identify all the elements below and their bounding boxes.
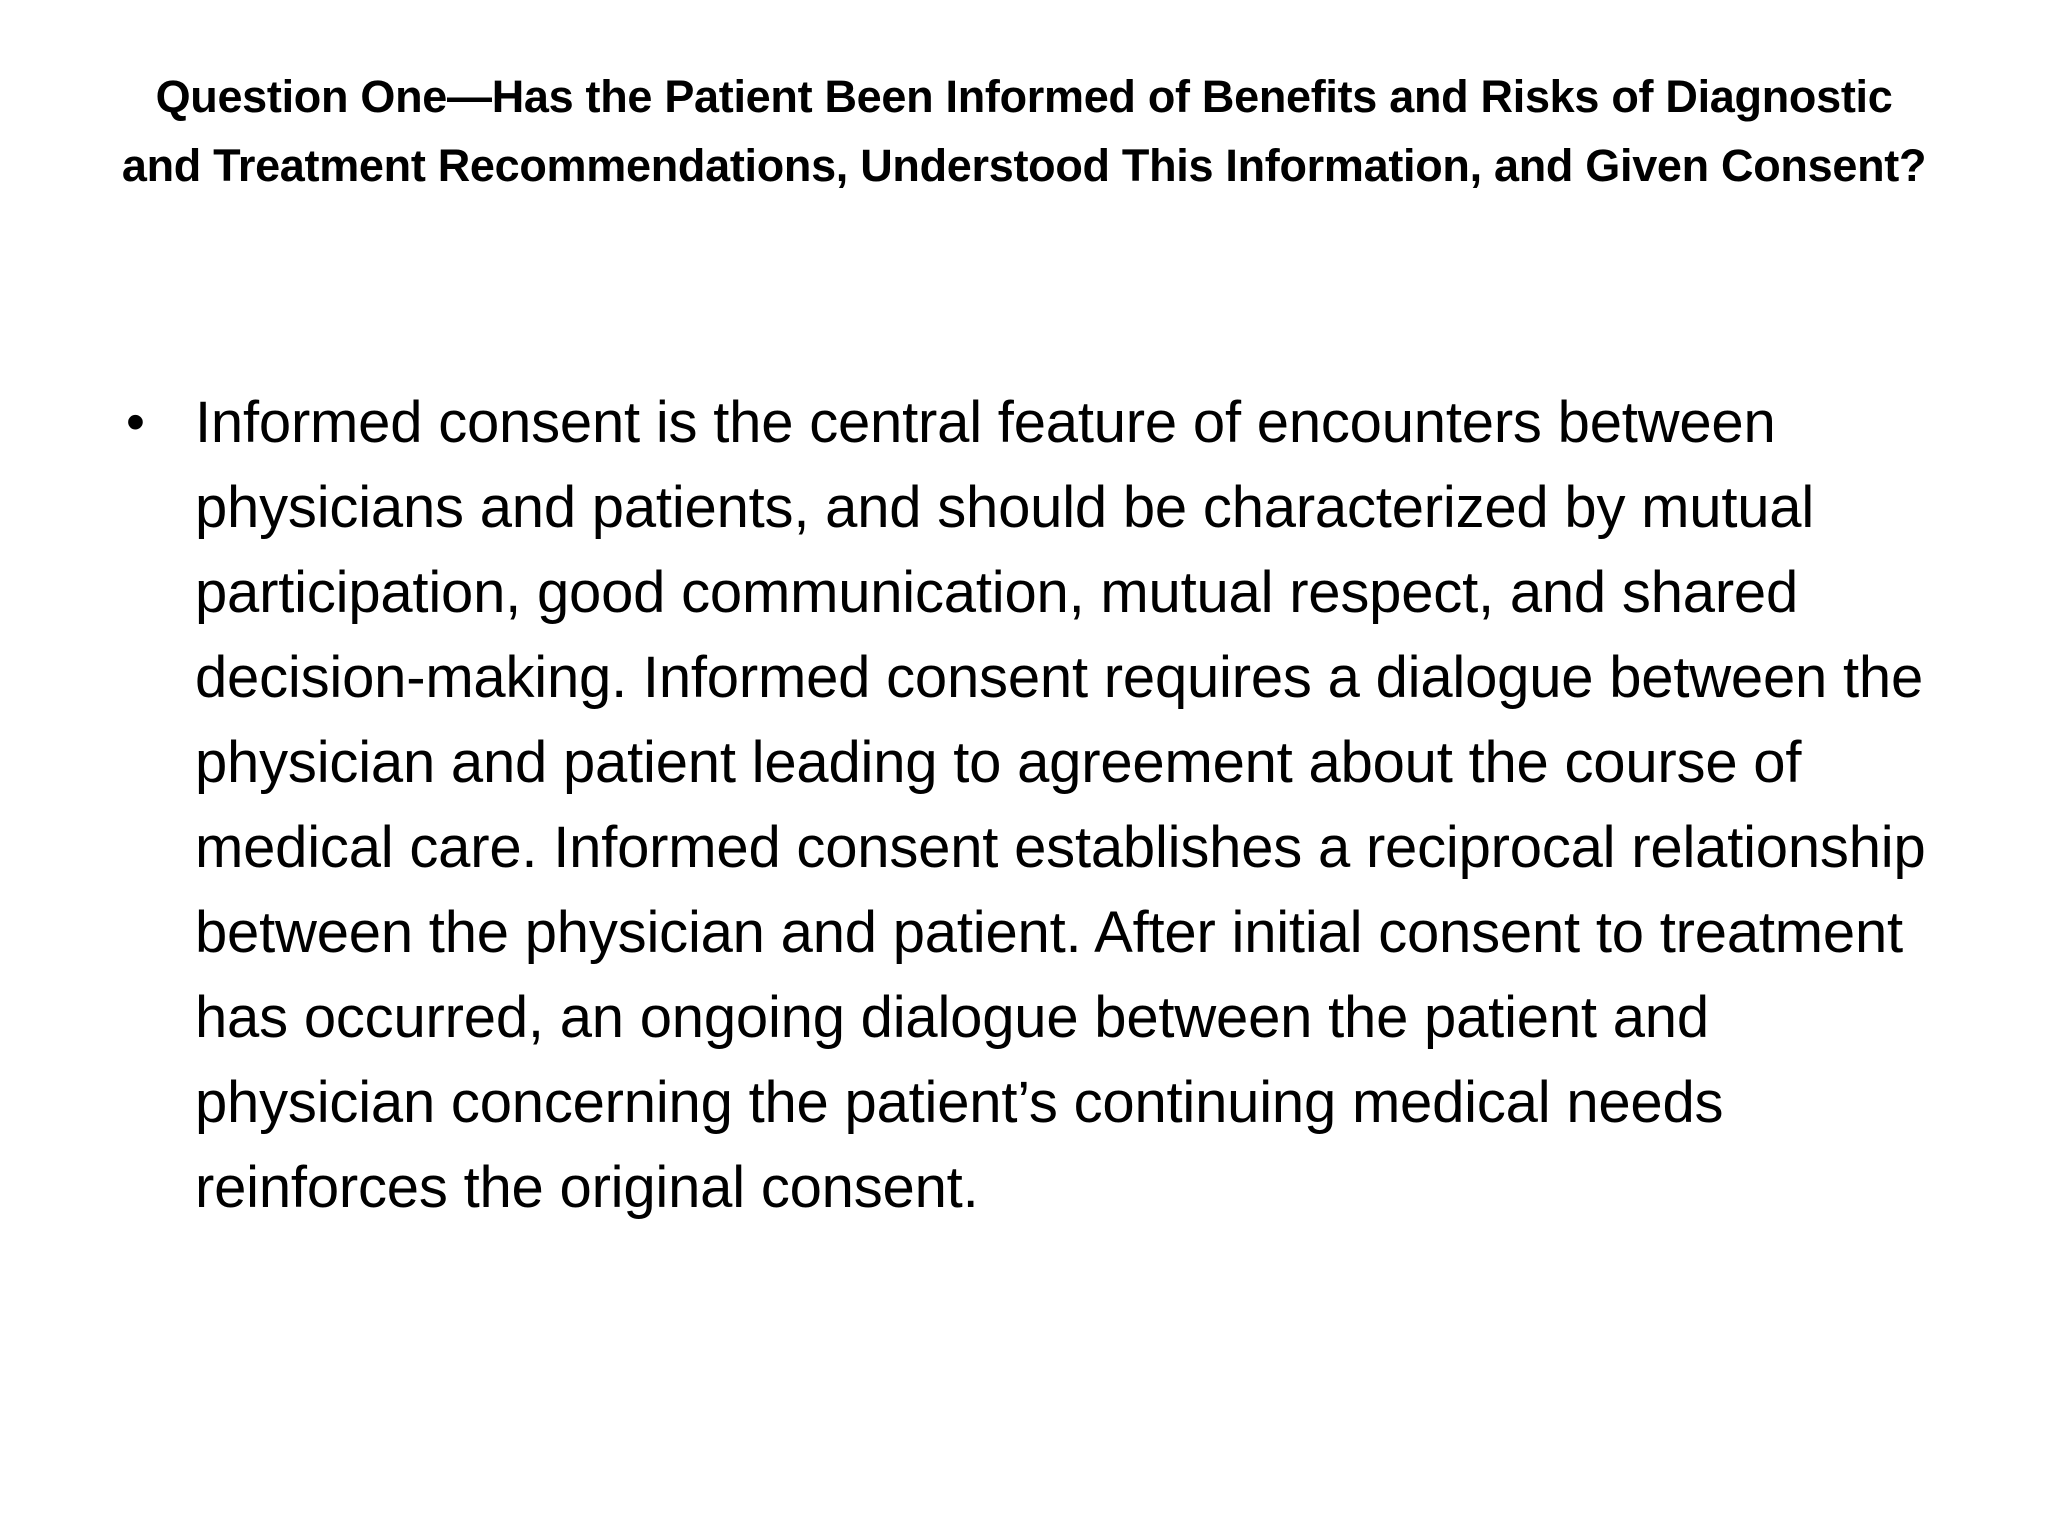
bullet-item xyxy=(122,380,1962,1230)
bullet-icon: • xyxy=(126,392,145,452)
bullet-list xyxy=(122,380,1962,1230)
bullet-text: Informed consent is the central feature of encounters between physicians and patients, and should be characterized by mutual participation, good communication, mutual respect, and shared decision-making. Informed consent requires a dialogue between the physician and patient leading to agreement about the course of medical care. Informed consent establishes a reciprocal relationship between the physician and patient. After initial consent to treatment has occurred, an ongoing dialogue between the patient and physician concerning the patient’s continuing medical needs reinforces the original consent. xyxy=(195,390,1926,1220)
slide-title: Question One—Has the Patient Been Informed of Benefits and Risks of Diagnostic and Treatment Recommendations, Understood This Information, and Given Consent? xyxy=(121,71,1927,191)
